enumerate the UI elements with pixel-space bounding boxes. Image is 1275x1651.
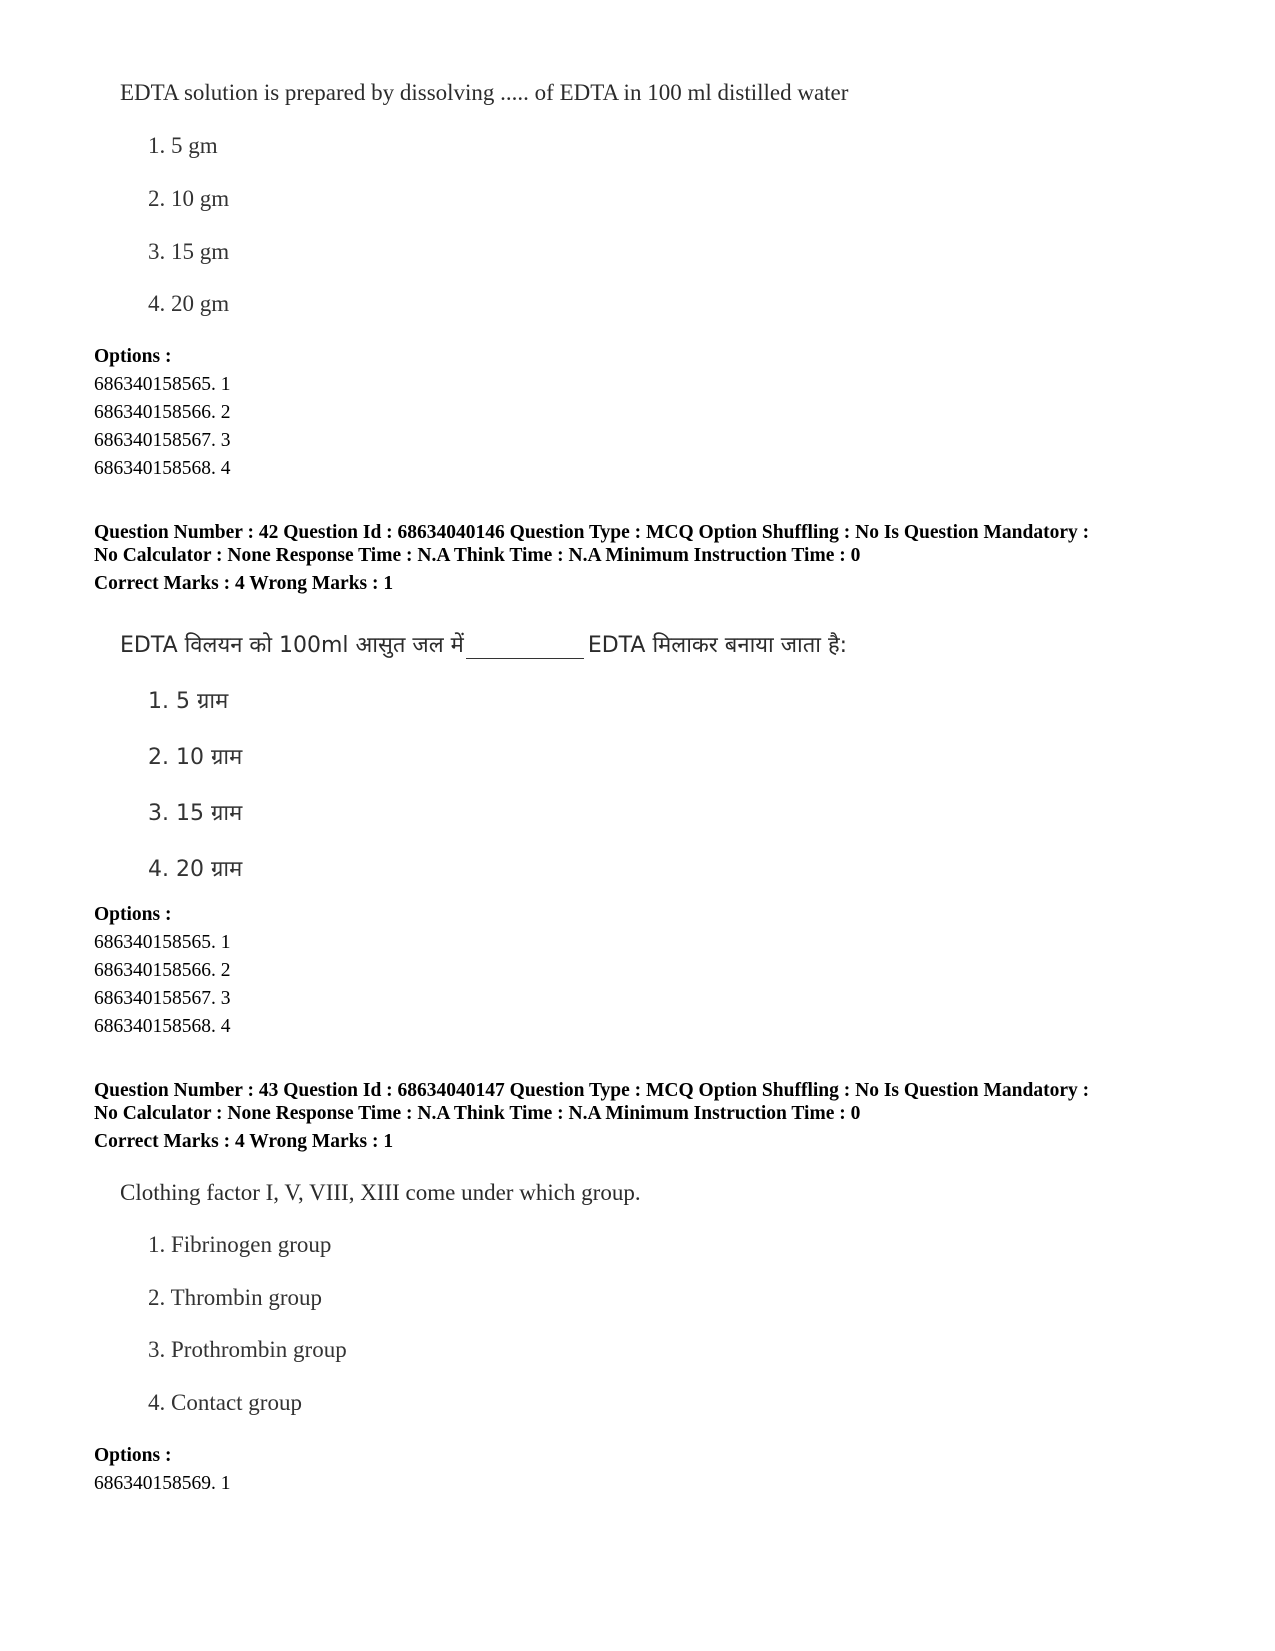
question-text bbox=[120, 629, 847, 659]
choice-item: 2. Thrombin group bbox=[148, 1285, 322, 1310]
options-label: Options : bbox=[94, 904, 172, 925]
fill-in-blank bbox=[466, 636, 584, 659]
option-id: 686340158566. 2 bbox=[94, 960, 231, 981]
choice-item: 1. 5 ग्राम bbox=[148, 689, 229, 714]
marks-line: Correct Marks : 4 Wrong Marks : 1 bbox=[94, 573, 394, 594]
question-text: EDTA solution is prepared by dissolving ..... of EDTA in 100 ml distilled water bbox=[120, 80, 849, 105]
question-meta-line: Question Number : 43 Question Id : 68634040147 Question Type : MCQ Option Shuffling : No Is Question Mandatory : bbox=[94, 1080, 1090, 1101]
choice-item: 4. 20 ग्राम bbox=[148, 857, 243, 882]
choice-item: 4. Contact group bbox=[148, 1390, 302, 1415]
choice-item: 4. 20 gm bbox=[148, 291, 230, 316]
choice-item: 3. 15 gm bbox=[148, 239, 230, 264]
question-text-part: EDTA विलयन को 100ml आसुत जल में bbox=[120, 633, 464, 658]
option-id: 686340158568. 4 bbox=[94, 458, 231, 479]
option-id: 686340158565. 1 bbox=[94, 374, 231, 395]
choice-item: 1. Fibrinogen group bbox=[148, 1232, 332, 1257]
question-meta-line: No Calculator : None Response Time : N.A Think Time : N.A Minimum Instruction Time : 0 bbox=[94, 1103, 861, 1124]
question-text: Clothing factor I, V, VIII, XIII come under which group. bbox=[120, 1180, 641, 1205]
marks-line: Correct Marks : 4 Wrong Marks : 1 bbox=[94, 1131, 394, 1152]
option-id: 686340158568. 4 bbox=[94, 1016, 231, 1037]
option-id: 686340158567. 3 bbox=[94, 988, 231, 1009]
choice-item: 2. 10 ग्राम bbox=[148, 745, 243, 770]
choice-item: 1. 5 gm bbox=[148, 133, 218, 158]
choice-item: 3. 15 ग्राम bbox=[148, 801, 243, 826]
options-label: Options : bbox=[94, 1445, 172, 1466]
choice-item: 2. 10 gm bbox=[148, 186, 230, 211]
option-id: 686340158565. 1 bbox=[94, 932, 231, 953]
option-id: 686340158566. 2 bbox=[94, 402, 231, 423]
question-meta-line: Question Number : 42 Question Id : 68634040146 Question Type : MCQ Option Shuffling : No Is Question Mandatory : bbox=[94, 522, 1090, 543]
options-label: Options : bbox=[94, 346, 172, 367]
option-id: 686340158569. 1 bbox=[94, 1473, 231, 1494]
question-meta-line: No Calculator : None Response Time : N.A Think Time : N.A Minimum Instruction Time : 0 bbox=[94, 545, 861, 566]
option-id: 686340158567. 3 bbox=[94, 430, 231, 451]
question-text-part: EDTA मिलाकर बनाया जाता है: bbox=[587, 633, 848, 658]
choice-item: 3. Prothrombin group bbox=[148, 1337, 347, 1362]
